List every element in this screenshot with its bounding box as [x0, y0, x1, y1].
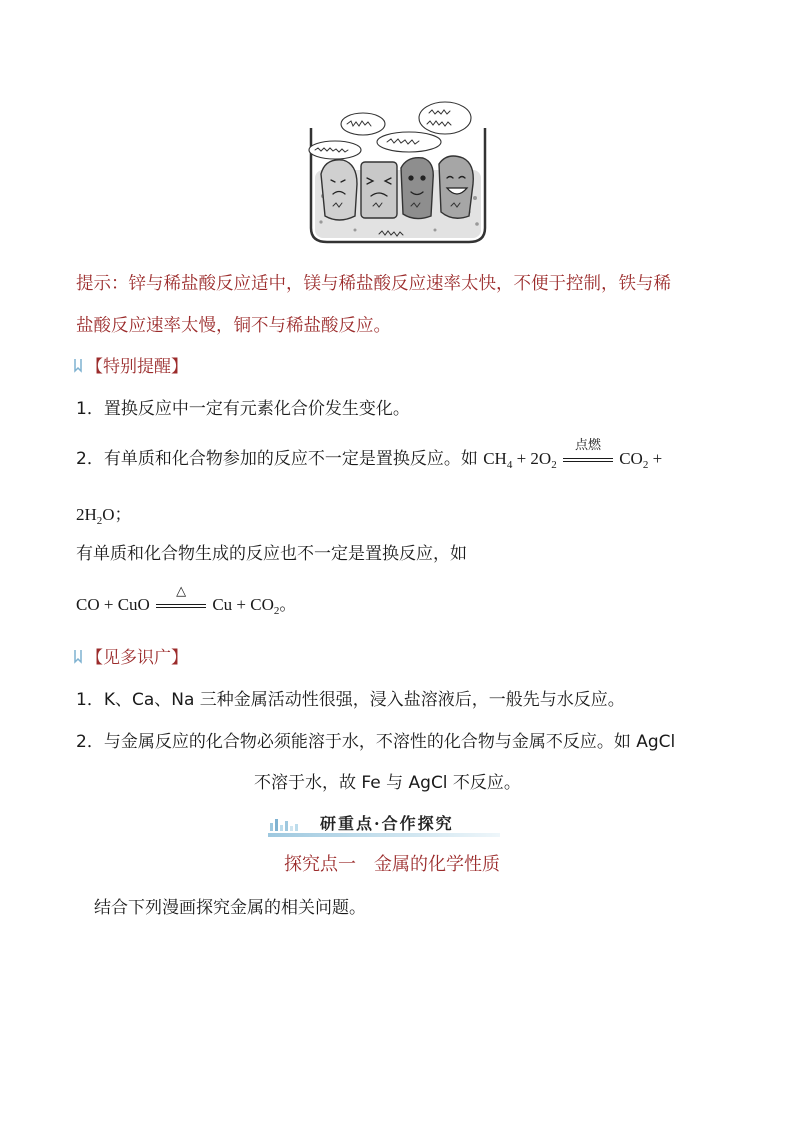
knowledge-heading-text: 【见多识广】	[86, 648, 188, 668]
equation-co-reduction: CO + CuO △ $Cu + CO_2$。	[76, 593, 296, 617]
knowledge-item-2-line-1: 2．与金属反应的化合物必须能溶于水，不溶性的化合物与金属不反应。如 AgCl	[76, 732, 676, 752]
bar-graphic-icon	[270, 815, 306, 831]
special-reminder-heading	[74, 355, 188, 379]
reaction-condition-heat: △	[176, 583, 187, 598]
section-banner-title: 研重点·合作探究	[320, 814, 454, 833]
section-banner	[268, 811, 500, 837]
reaction-condition-arrow	[154, 583, 208, 617]
knowledge-heading	[74, 646, 188, 670]
hint-line-2: 盐酸反应速率太慢，铜不与稀盐酸反应。	[76, 316, 391, 336]
equation-water-product: $2H_2O$；	[76, 505, 132, 527]
metals-in-acid-cartoon	[305, 100, 491, 246]
reaction-condition-arrow	[561, 437, 615, 471]
bookmark-icon	[74, 649, 82, 665]
knowledge-item-1: 1．K、Ca、Na 三种金属活动性很强，浸入盐溶液后，一般先与水反应。	[76, 690, 625, 710]
reminder-item-1: 1．置换反应中一定有元素化合价发生变化。	[76, 399, 410, 419]
bookmark-icon	[74, 358, 82, 374]
reminder-item-3: 有单质和化合物生成的反应也不一定是置换反应，如	[76, 544, 467, 564]
hint-line-1: 提示：锌与稀盐酸反应适中，镁与稀盐酸反应速率太快，不便于控制，铁与稀	[76, 274, 671, 294]
reaction-condition-ignite: 点燃	[574, 437, 601, 452]
reminder-item-2-text: 2．有单质和化合物参加的反应不一定是置换反应。如	[76, 449, 484, 469]
equation-methane-combustion: $CH_4 + 2O_2$ 点燃 $CO_2$ +	[483, 449, 662, 468]
knowledge-item-2-line-2: 不溶于水，故 Fe 与 AgCl 不反应。	[254, 773, 521, 793]
section-subtitle: 探究点一 金属的化学性质	[284, 854, 500, 875]
section-intro: 结合下列漫画探究金属的相关问题。	[94, 898, 366, 918]
reminder-item-2	[76, 437, 663, 471]
special-reminder-heading-text: 【特别提醒】	[86, 357, 188, 377]
